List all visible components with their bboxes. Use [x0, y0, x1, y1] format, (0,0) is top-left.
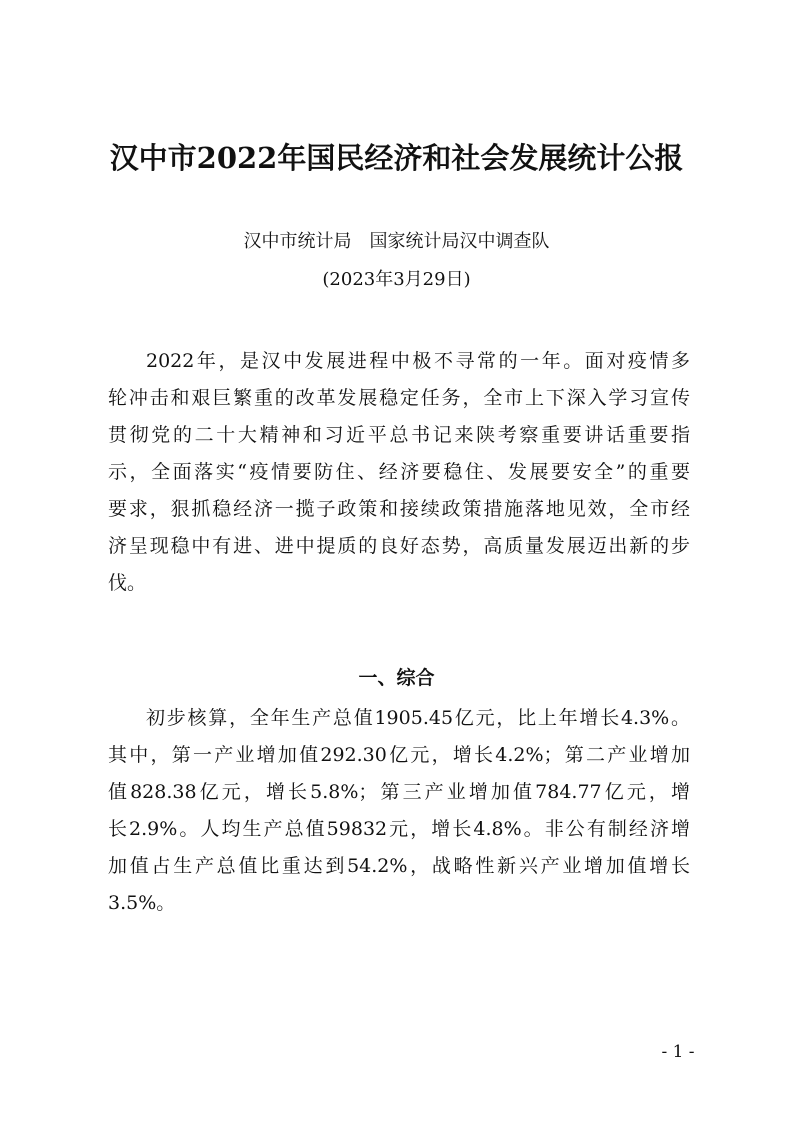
- page-number: - 1 -: [661, 1042, 695, 1062]
- document-title: 汉中市2022年国民经济和社会发展统计公报: [109, 141, 684, 175]
- overview-line: 其中，第一产业增加值292.30亿元，增长4.2%；第二产业增加: [108, 744, 690, 766]
- document-authors: 汉中市统计局 国家统计局汉中调查队: [243, 231, 550, 252]
- section-heading-overview: 一、综合: [358, 667, 435, 689]
- overview-line: 加值占生产总值比重达到54.2%，战略性新兴产业增加值增长: [108, 855, 690, 877]
- document-date: (2023年3月29日): [322, 269, 471, 290]
- intro-line: 示，全面落实“疫情要防住、经济要稳住、发展要安全”的重要: [108, 461, 690, 483]
- intro-line: 轮冲击和艰巨繁重的改革发展稳定任务，全市上下深入学习宣传: [108, 387, 690, 409]
- intro-line: 伐。: [108, 572, 147, 594]
- overview-line: 值828.38亿元，增长5.8%；第三产业增加值784.77亿元，增: [108, 781, 690, 803]
- intro-line: 济呈现稳中有进、进中提质的良好态势，高质量发展迈出新的步: [108, 535, 690, 557]
- overview-line: 长2.9%。人均生产总值59832元，增长4.8%。非公有制经济增: [108, 818, 690, 840]
- intro-line: 2022年，是汉中发展进程中极不寻常的一年。面对疫情多: [146, 350, 690, 372]
- overview-paragraph: [108, 700, 690, 922]
- intro-line: 贯彻党的二十大精神和习近平总书记来陕考察重要讲话重要指: [108, 424, 690, 446]
- intro-line: 要求，狠抓稳经济一揽子政策和接续政策措施落地见效，全市经: [108, 498, 690, 520]
- intro-paragraph: [108, 343, 690, 602]
- overview-line: 初步核算，全年生产总值1905.45亿元，比上年增长4.3%。: [146, 707, 690, 729]
- overview-line: 3.5%。: [108, 892, 176, 914]
